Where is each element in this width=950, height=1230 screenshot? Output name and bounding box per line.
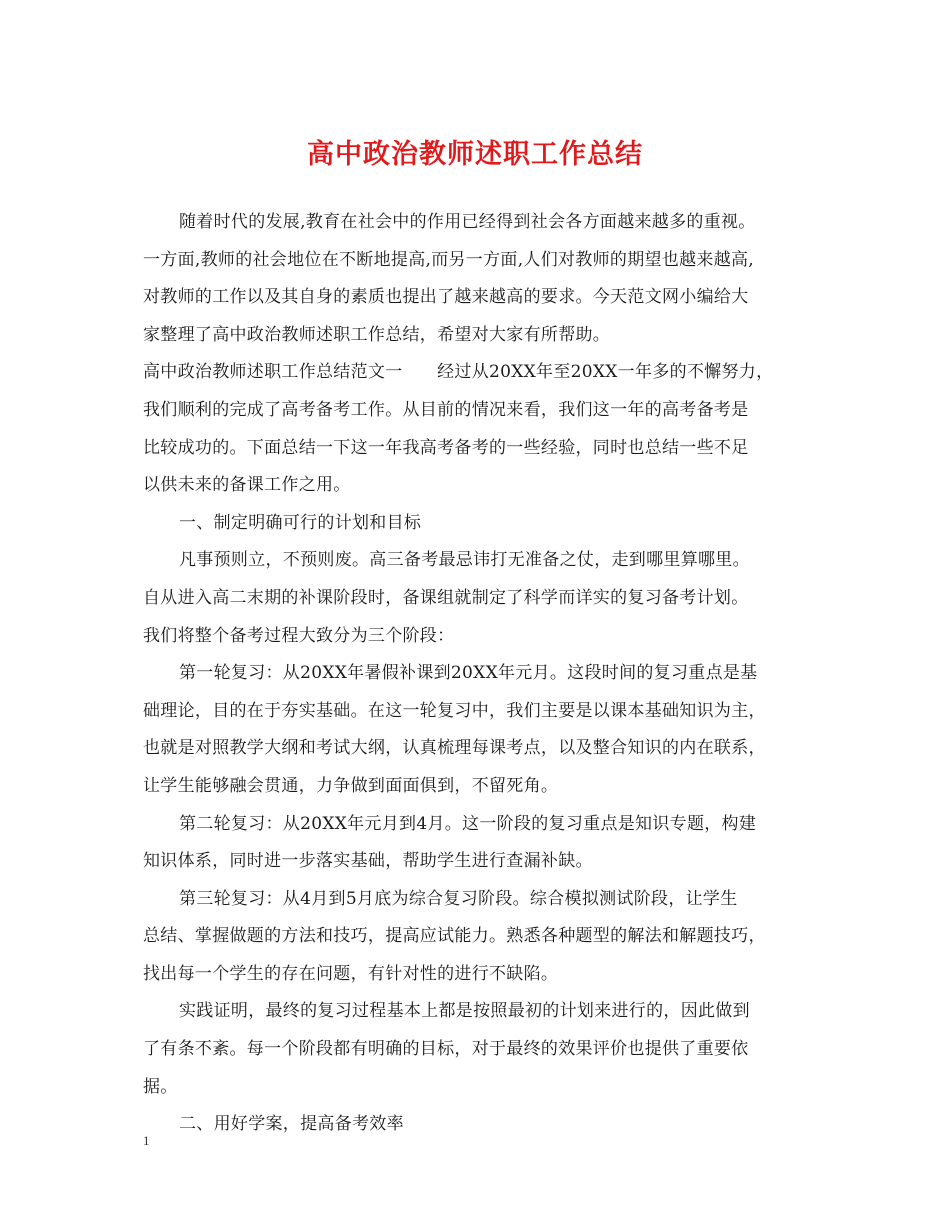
text-line: 第三轮复习：从4月到5月底为综合复习阶段。综合模拟测试阶段，让学生 xyxy=(179,888,738,909)
text-line: 对教师的工作以及其自身的素质也提出了越来越高的要求。今天范文网小编给大 xyxy=(143,287,749,308)
paragraph-round-three xyxy=(143,881,813,994)
text-line: 我们顺利的完成了高考备考工作。从目前的情况来看，我们这一年的高考备考是 xyxy=(143,399,749,420)
page-number: 1 xyxy=(143,1133,150,1148)
text-line: 第二轮复习：从20XX年元月到4月。这一阶段的复习重点是知识专题，构建 xyxy=(179,813,757,834)
text-line: 找出每一个学生的存在问题，有针对性的进行不缺陷。 xyxy=(143,963,559,984)
text-line: 第一轮复习：从20XX年暑假补课到20XX年元月。这段时间的复习重点是基 xyxy=(179,663,758,684)
text-line: 让学生能够融会贯通，力争做到面面俱到，不留死角。 xyxy=(143,775,559,796)
paragraph-intro xyxy=(143,204,813,354)
text-line: 也就是对照教学大纲和考试大纲，认真梳理每课考点，以及整合知识的内在联系， xyxy=(143,738,766,759)
text-line: 实践证明，最终的复习过程基本上都是按照最初的计划来进行的，因此做到 xyxy=(179,1001,750,1022)
text-line: 以供未来的备课工作之用。 xyxy=(143,475,351,496)
paragraph-round-two xyxy=(143,806,813,881)
text-line: 一方面,教师的社会地位在不断地提高,而另一方面,人们对教师的期望也越来越高, xyxy=(143,249,755,270)
document-body xyxy=(143,204,813,1144)
text-line: 础理论，目的在于夯实基础。在这一轮复习中，我们主要是以课本基础知识为主， xyxy=(143,700,766,721)
text-line: 一、制定明确可行的计划和目标 xyxy=(179,512,422,533)
text-line: 二、用好学案，提高备考效率 xyxy=(179,1114,404,1135)
text-line: 知识体系，同时进一步落实基础，帮助学生进行查漏补缺。 xyxy=(143,851,593,872)
text-line: 总结、掌握做题的方法和技巧，提高应试能力。熟悉各种题型的解法和解题技巧， xyxy=(143,926,766,947)
paragraph-plan xyxy=(143,542,813,655)
paragraph-sample-one xyxy=(143,354,813,504)
text-line: 我们将整个备考过程大致分为三个阶段： xyxy=(143,625,455,646)
text-line: 高中政治教师述职工作总结范文一 经过从20XX年至20XX一年多的不懈努力， xyxy=(143,362,774,383)
document-title: 高中政治教师述职工作总结 xyxy=(307,139,643,170)
text-line: 比较成功的。下面总结一下这一年我高考备考的一些经验，同时也总结一些不足 xyxy=(143,437,749,458)
text-line: 随着时代的发展,教育在社会中的作用已经得到社会各方面越来越多的重视。 xyxy=(179,212,756,232)
text-line: 家整理了高中政治教师述职工作总结，希望对大家有所帮助。 xyxy=(143,324,611,345)
section-heading-one xyxy=(143,505,813,543)
paragraph-round-one xyxy=(143,655,813,805)
text-line: 了有条不紊。每一个阶段都有明确的目标，对于最终的效果评价也提供了重要依 xyxy=(143,1039,749,1060)
section-heading-two xyxy=(143,1106,813,1144)
text-line: 凡事预则立，不预则废。高三备考最忌讳打无准备之仗，走到哪里算哪里。 xyxy=(179,550,750,571)
paragraph-conclusion xyxy=(143,993,813,1106)
text-line: 自从进入高二末期的补课阶段时，备课组就制定了科学而详实的复习备考计划。 xyxy=(143,587,749,608)
text-line: 据。 xyxy=(143,1076,178,1097)
